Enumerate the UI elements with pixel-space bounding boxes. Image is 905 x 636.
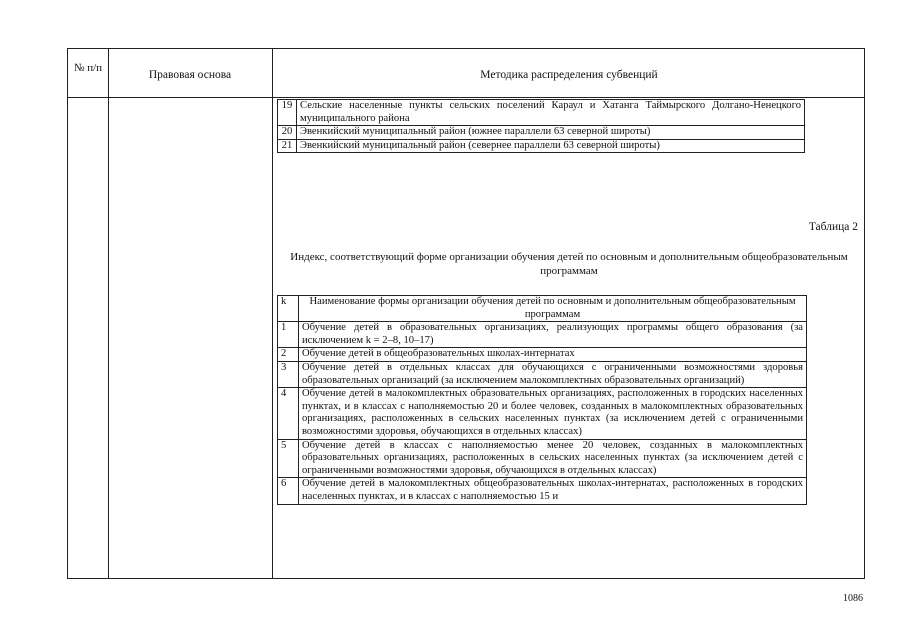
table-header-row — [278, 296, 807, 322]
row-text: Обучение детей в классах с наполняемостью менее 20 человек, созданных в малокомплектных образовательных организациях, расположенных в сельских населенных пунктах (за исключением детей с ограниченными возможностями здоровья, обучающихся в отдельных классах) — [299, 439, 807, 478]
table-row — [278, 139, 805, 153]
row-text: Обучение детей в общеобразовательных школах-интернатах — [299, 348, 807, 362]
table-row — [278, 322, 807, 348]
row-text: Обучение детей в малокомплектных общеобразовательных школах-интернатах, расположенных в городских населенных пунктах, и в классах с наполняемостью 15 и — [299, 478, 807, 504]
education-forms-table — [277, 295, 807, 505]
row-number: 20 — [278, 126, 297, 140]
row-index: 2 — [278, 348, 299, 362]
row-number: 19 — [278, 100, 297, 126]
column-header-form-name: Наименование формы организации обучения детей по основным и дополнительным общеобразовательным программам — [299, 296, 807, 322]
row-text: Обучение детей в отдельных классах для обучающихся с ограниченными возможностями здоровья образовательных организаций (за исключением малокомплектных образовательных организаций) — [299, 361, 807, 387]
table-row — [278, 348, 807, 362]
table-row — [278, 100, 805, 126]
table-row — [278, 361, 807, 387]
column-header-methodology: Методика распределения субвенций — [480, 69, 658, 81]
column-header-number: № п/п — [73, 62, 103, 74]
row-text: Эвенкийский муниципальный район (севернее параллели 63 северной широты) — [297, 139, 805, 153]
column-header-legal-basis: Правовая основа — [148, 69, 232, 81]
header-divider — [68, 97, 864, 98]
table-row — [278, 439, 807, 478]
document-frame — [67, 48, 865, 579]
table-row — [278, 388, 807, 439]
table-caption-title: Индекс, соответствующий форме организации обучения детей по основным и дополнительным общеобразовательным программам — [290, 251, 848, 277]
table-caption-label: Таблица 2 — [808, 221, 858, 233]
row-index: 1 — [278, 322, 299, 348]
row-text: Обучение детей в малокомплектных образовательных организациях, расположенных в городских населенных пунктах, и в классах с наполняемостью 20 и более человек, созданных в малокомплектных образовательных организациях, расположенных в сельских населенных пунктах (за исключением детей с ограниченными возможностями здоровья, обучающихся в отдельных классах) — [299, 388, 807, 439]
row-index: 6 — [278, 478, 299, 504]
row-number: 21 — [278, 139, 297, 153]
row-index: 5 — [278, 439, 299, 478]
column-divider-1 — [108, 49, 109, 578]
page-number: 1086 — [843, 593, 863, 604]
row-text: Обучение детей в образовательных организациях, реализующих программы общего образования (за исключением k = 2–8, 10–17) — [299, 322, 807, 348]
row-text: Эвенкийский муниципальный район (южнее параллели 63 северной широты) — [297, 126, 805, 140]
table-row — [278, 478, 807, 504]
settlements-table — [277, 99, 805, 153]
row-index: 3 — [278, 361, 299, 387]
row-text: Сельские населенные пункты сельских поселений Караул и Хатанга Таймырского Долгано-Ненецкого муниципального района — [297, 100, 805, 126]
row-index: 4 — [278, 388, 299, 439]
column-header-k: k — [278, 296, 299, 322]
table-row — [278, 126, 805, 140]
column-divider-2 — [272, 49, 273, 578]
